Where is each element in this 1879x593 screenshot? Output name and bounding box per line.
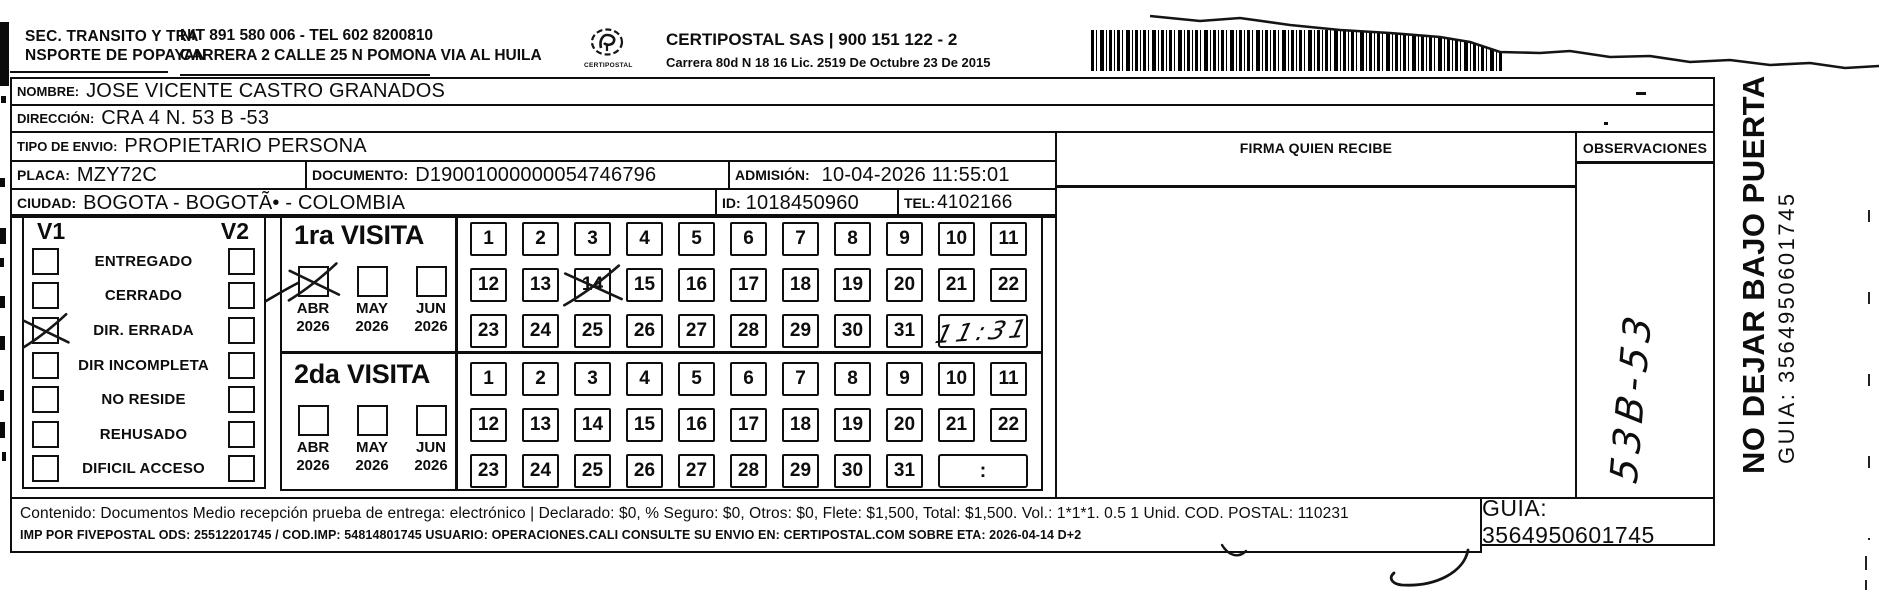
carrier-address: Carrera 80d N 18 16 Lic. 2519 De Octubre 23 De 2015: [666, 55, 991, 70]
day-number: 31: [893, 460, 916, 481]
visit1-title: 1ra VISITA: [294, 220, 425, 250]
tipo-envio-label: TIPO DE ENVIO:: [17, 139, 118, 154]
day-number: 24: [529, 320, 552, 341]
day-number: 27: [685, 460, 708, 481]
day-cell: [834, 268, 871, 302]
month-year: 2026: [355, 457, 389, 474]
day-cell: [574, 362, 611, 396]
status-option-row: [24, 452, 264, 487]
documento-value: D19001000000054746796: [415, 163, 657, 186]
status-option-row: [24, 279, 264, 314]
day-number: 10: [945, 368, 968, 389]
sender-address: CARRERA 2 CALLE 25 N POMONA VIA AL HUILA: [180, 47, 542, 64]
v1-header: V1: [37, 218, 66, 244]
day-number: 31: [893, 320, 916, 341]
status-option-label: REHUSADO: [99, 425, 188, 443]
day-number: 22: [997, 414, 1020, 435]
day-cell: [730, 222, 767, 256]
day-number: 19: [841, 414, 864, 435]
nombre-value: JOSE VICENTE CASTRO GRANADOS: [86, 80, 446, 102]
month-label: MAY: [356, 300, 388, 317]
side-guia-text: GUIA: 3564950601745: [1774, 191, 1799, 464]
day-number: 8: [847, 228, 858, 249]
day-cell: [782, 222, 819, 256]
day-number: 28: [737, 320, 760, 341]
day-cell: [626, 268, 663, 302]
day-row: [470, 362, 1042, 396]
status-option-row: [24, 244, 264, 279]
day-number: 26: [633, 320, 656, 341]
day-row: [470, 222, 1042, 256]
day-number: 25: [581, 320, 604, 341]
day-cell: [834, 454, 871, 488]
visit-month: [291, 405, 335, 474]
day-cell: [470, 362, 507, 396]
day-number: 21: [945, 274, 968, 295]
visit1-days-grid: [470, 222, 1042, 360]
day-number: 21: [945, 414, 968, 435]
day-number: 11: [998, 368, 1019, 389]
placa-cell: [10, 160, 307, 190]
day-number: 12: [477, 414, 500, 435]
v2-checkbox: [228, 248, 255, 275]
day-number: 2: [535, 368, 546, 389]
month-checkbox: [416, 266, 447, 297]
sender-contact: [180, 26, 542, 66]
sender-org-line1: SEC. TRANSITO Y TRA: [25, 28, 199, 45]
day-cell: [470, 454, 507, 488]
day-cell: [522, 314, 559, 348]
carrier-block: [666, 30, 990, 70]
v1-checkbox: [32, 386, 59, 413]
v2-header: V2: [220, 218, 249, 244]
month-label: MAY: [356, 439, 388, 456]
day-cell: [678, 268, 715, 302]
day-cell: [782, 408, 819, 442]
day-cell: [834, 362, 871, 396]
day-number: 11: [998, 228, 1019, 249]
day-number: 18: [789, 274, 812, 295]
day-cell: [730, 314, 767, 348]
day-row: [470, 268, 1042, 302]
day-cell: [990, 222, 1027, 256]
day-number: 1: [483, 368, 494, 389]
month-checkbox: [416, 405, 447, 436]
handwritten-x-mark: [293, 261, 334, 302]
day-cell: [990, 268, 1027, 302]
logo-caption: CERTIPOSTAL: [584, 62, 633, 69]
day-number: 15: [633, 414, 656, 435]
day-number: 2: [535, 228, 546, 249]
v2-checkbox: [228, 282, 255, 309]
day-cell: [470, 222, 507, 256]
day-number: 10: [945, 228, 968, 249]
guia-number: GUIA: 3564950601745: [1482, 494, 1655, 548]
contenido-line: Contenido: Documentos Medio recepción prueba de entrega: electrónico | Declarado: $0, % Seguro: $0, Otros: $0, Flete: $1,500, Total: $1,500. Vol.: 1*1*1. 0.5 1 Unid. COD. POSTAL: 110231: [20, 505, 1349, 522]
v2-checkbox: [228, 421, 255, 448]
time-box: [938, 454, 1028, 488]
day-number: 4: [639, 228, 650, 249]
day-number: 9: [899, 228, 910, 249]
day-cell: [730, 408, 767, 442]
status-options: [24, 244, 264, 486]
day-cell: [782, 268, 819, 302]
placa-label: PLACA:: [17, 167, 70, 183]
status-option-row: [24, 382, 264, 417]
firma-header: FIRMA QUIEN RECIBE: [1239, 140, 1393, 156]
day-number: 15: [633, 274, 656, 295]
documento-cell: [305, 160, 730, 190]
day-cell: [574, 454, 611, 488]
day-number: 6: [743, 368, 754, 389]
v1-checkbox: [32, 421, 59, 448]
day-number: 29: [789, 460, 812, 481]
footer-cell: [10, 497, 1482, 553]
tipo-envio-value: PROPIETARIO PERSONA: [124, 135, 367, 157]
visit1-months: [282, 266, 453, 335]
day-number: 14: [581, 274, 604, 295]
day-cell: [522, 222, 559, 256]
day-cell: [678, 362, 715, 396]
day-number: 12: [477, 274, 500, 295]
v2-checkbox: [228, 352, 255, 379]
status-option-row: [24, 417, 264, 452]
month-label: ABR: [296, 300, 330, 317]
sender-org-line2: NSPORTE DE POPAYAN: [25, 47, 207, 64]
day-cell: [834, 222, 871, 256]
month-year: 2026: [414, 457, 448, 474]
day-cell: [626, 314, 663, 348]
direccion-value: CRA 4 N. 53 B -53: [101, 107, 270, 129]
day-cell: [678, 222, 715, 256]
day-cell: [522, 362, 559, 396]
day-number: 16: [685, 274, 708, 295]
day-cell: [470, 408, 507, 442]
day-cell: [938, 268, 975, 302]
day-number: 7: [795, 228, 806, 249]
day-cell: [938, 222, 975, 256]
day-number: 5: [691, 368, 702, 389]
day-cell: [730, 454, 767, 488]
day-number: 3: [587, 228, 598, 249]
day-number: 17: [737, 274, 760, 295]
id-label: ID:: [722, 195, 741, 211]
visit2-left-col: [282, 354, 453, 490]
day-cell: [626, 362, 663, 396]
day-cell: [730, 362, 767, 396]
shipment-barcode: [1091, 30, 1503, 71]
day-cell: [782, 314, 819, 348]
v1-checkbox: [32, 352, 59, 379]
month-year: 2026: [296, 318, 330, 335]
day-number: 20: [893, 274, 916, 295]
day-cell: [834, 314, 871, 348]
day-number: 24: [529, 460, 552, 481]
month-checkbox: [357, 266, 388, 297]
day-cell: [782, 362, 819, 396]
day-cell: [886, 408, 923, 442]
admision-value: 10-04-2026 11:55:01: [821, 163, 1010, 186]
certipostal-logo-icon: [584, 28, 633, 69]
v2-checkbox: [228, 317, 255, 344]
side-warning-text: NO DEJAR BAJO PUERTA: [1736, 75, 1771, 474]
day-cell: [938, 408, 975, 442]
carrier-name: CERTIPOSTAL SAS | 900 151 122 - 2: [666, 30, 958, 49]
tel-value: 4102166: [937, 192, 1013, 213]
day-number: 6: [743, 228, 754, 249]
month-year: 2026: [296, 457, 330, 474]
handwritten-x-mark: [27, 312, 64, 349]
day-cell: [678, 314, 715, 348]
visit2-days-grid: [470, 362, 1042, 500]
day-row: [470, 408, 1042, 442]
status-option-row: [24, 313, 264, 348]
day-cell: [626, 222, 663, 256]
day-cell: [678, 408, 715, 442]
nombre-row: [10, 77, 1715, 106]
day-cell: [574, 408, 611, 442]
ciudad-label: CIUDAD:: [17, 195, 77, 211]
day-number: 23: [477, 320, 500, 341]
day-cell: [522, 454, 559, 488]
observaciones-header: OBSERVACIONES: [1582, 140, 1708, 156]
visit-month: [409, 266, 453, 335]
day-cell: [678, 454, 715, 488]
status-option-label: DIR INCOMPLETA: [78, 356, 209, 374]
day-row: [470, 314, 1042, 348]
day-cell: [574, 314, 611, 348]
month-label: ABR: [296, 439, 330, 456]
day-cell: [990, 362, 1027, 396]
sender-nit: NIT 891 580 006 - TEL 602 8200810: [180, 27, 434, 44]
day-number: 26: [633, 460, 656, 481]
day-number: 5: [691, 228, 702, 249]
visit2-title: 2da VISITA: [294, 359, 431, 389]
month-checkbox: [298, 405, 329, 436]
handwritten-time-value: 11:31: [932, 313, 1034, 349]
visit-month: [350, 266, 394, 335]
day-cell: [886, 222, 923, 256]
status-option-label: DIFICIL ACCESO: [82, 460, 205, 478]
guia-cell: [1480, 494, 1715, 548]
direccion-row: [10, 104, 1715, 133]
day-number: 22: [997, 274, 1020, 295]
v1-checkbox: [32, 282, 59, 309]
status-option-label: NO RESIDE: [101, 391, 186, 409]
day-cell: [886, 454, 923, 488]
v1-checkbox: [32, 317, 59, 344]
month-label: JUN: [415, 300, 446, 317]
day-cell: [834, 408, 871, 442]
day-cell: [886, 314, 923, 348]
visit1-left-col: [282, 215, 453, 351]
documento-label: DOCUMENTO:: [312, 167, 409, 183]
day-cell: [938, 362, 975, 396]
visit-month: [350, 405, 394, 474]
day-number: 23: [477, 460, 500, 481]
month-year: 2026: [355, 318, 389, 335]
day-cell: [990, 408, 1027, 442]
day-number: 19: [841, 274, 864, 295]
v1-checkbox: [32, 455, 59, 482]
day-number: 18: [789, 414, 812, 435]
day-number: 3: [587, 368, 598, 389]
day-row: [470, 454, 1042, 488]
day-number: 16: [685, 414, 708, 435]
day-number: 7: [795, 368, 806, 389]
month-checkbox: [357, 405, 388, 436]
time-placeholder: :: [979, 459, 987, 482]
direccion-label: DIRECCIÓN:: [17, 111, 95, 126]
visit-month: [409, 405, 453, 474]
day-number: 13: [529, 414, 552, 435]
status-option-label: ENTREGADO: [94, 252, 193, 270]
day-number: 20: [893, 414, 916, 435]
observaciones-handwritten-note: 53B-53: [1602, 306, 1661, 487]
visit2-months: [282, 405, 453, 474]
month-year: 2026: [414, 318, 448, 335]
handwritten-x-mark: [569, 263, 616, 307]
day-number: 27: [685, 320, 708, 341]
day-number: 30: [841, 460, 864, 481]
month-checkbox: [298, 266, 329, 297]
day-cell: [886, 268, 923, 302]
day-number: 9: [899, 368, 910, 389]
status-option-label: CERRADO: [104, 287, 183, 305]
day-number: 29: [789, 320, 812, 341]
day-number: 30: [841, 320, 864, 341]
ciudad-value: BOGOTA - BOGOTÃ• - COLOMBIA: [83, 191, 406, 214]
day-number: 17: [737, 414, 760, 435]
v1-checkbox: [32, 248, 59, 275]
status-panel: [22, 215, 266, 489]
tel-label: TEL:: [904, 195, 936, 211]
imp-line: IMP POR FIVEPOSTAL ODS: 25512201745 / COD.IMP: 54814801745 USUARIO: OPERACIONES.CALI CONSULTE SU ENVIO EN: CERTIPOSTAL.COM SOBRE ETA: 2026-04-14 D+2: [20, 528, 1082, 542]
month-label: JUN: [415, 439, 446, 456]
nombre-label: NOMBRE:: [17, 84, 80, 99]
day-cell: [470, 314, 507, 348]
day-cell: [522, 268, 559, 302]
day-cell: [522, 408, 559, 442]
v2-checkbox: [228, 455, 255, 482]
time-box: [932, 313, 1034, 349]
day-number: 4: [639, 368, 650, 389]
status-option-row: [24, 348, 264, 383]
day-cell: [886, 362, 923, 396]
day-number: 25: [581, 460, 604, 481]
id-value: 1018450960: [745, 191, 859, 214]
placa-value: MZY72C: [76, 163, 157, 186]
admision-label: ADMISIÓN:: [735, 167, 810, 183]
day-cell: [574, 222, 611, 256]
day-cell: [782, 454, 819, 488]
tipo-envio-cell: [10, 131, 1057, 162]
visit-month: [291, 266, 335, 335]
day-cell: [730, 268, 767, 302]
day-cell: [470, 268, 507, 302]
day-cell: [574, 268, 611, 302]
day-number: 14: [581, 414, 604, 435]
day-cell: [626, 408, 663, 442]
v2-checkbox: [228, 386, 255, 413]
day-number: 28: [737, 460, 760, 481]
day-cell: [626, 454, 663, 488]
day-number: 1: [483, 228, 494, 249]
admision-cell: [728, 160, 1057, 190]
day-number: 13: [529, 274, 552, 295]
status-option-label: DIR. ERRADA: [93, 321, 194, 339]
day-number: 8: [847, 368, 858, 389]
